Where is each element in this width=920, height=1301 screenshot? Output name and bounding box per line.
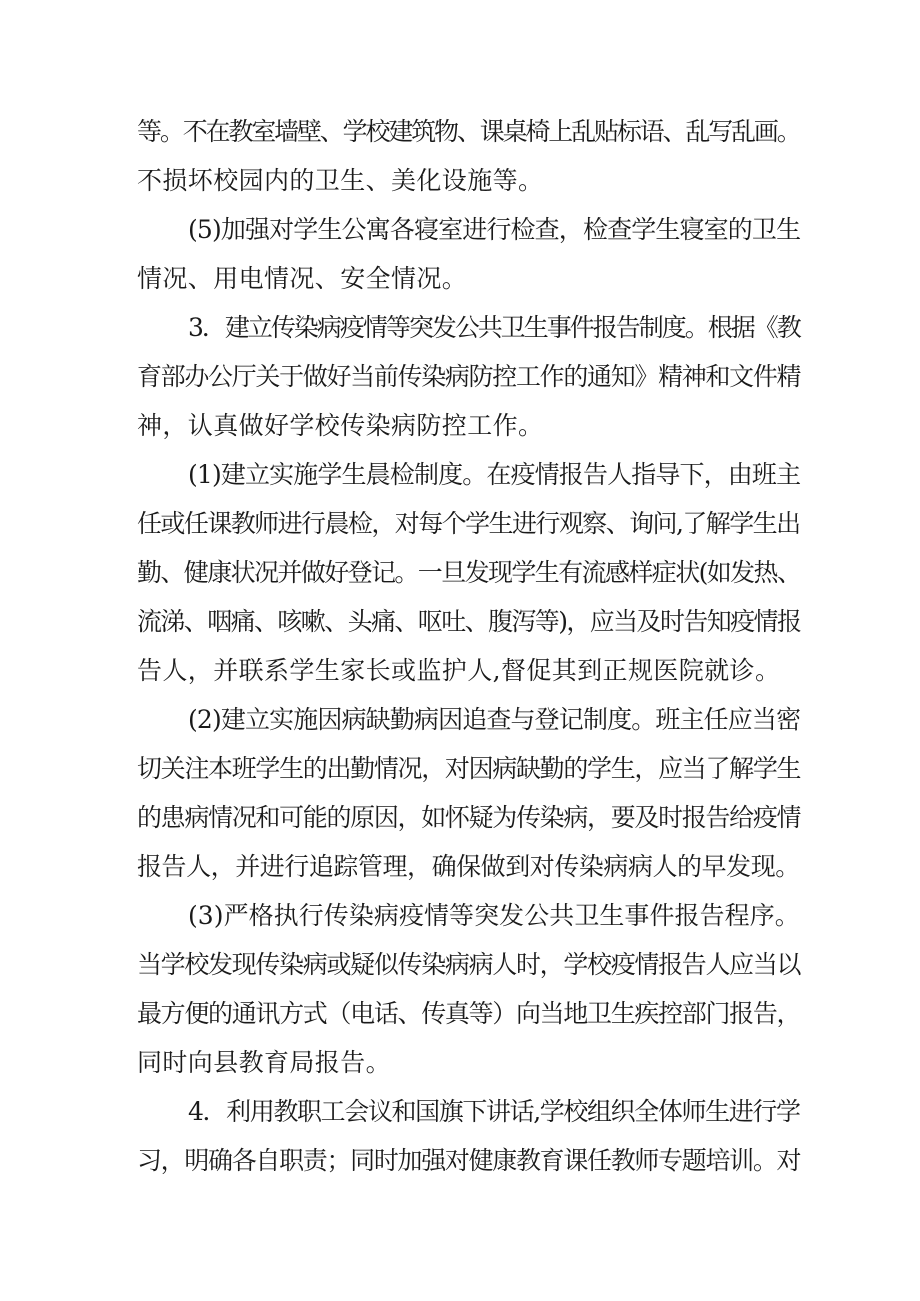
paragraph-start-line: (5)加强对学生公寓各寝室进行检查，检查学生寝室的卫生: [188, 215, 801, 244]
text-line: 勤、健康状况并做好登记。一旦发现学生有流感样症状(如发热、: [137, 558, 801, 587]
paragraph-start-line: 3．建立传染病疫情等突发公共卫生事件报告制度。根据《教: [188, 313, 800, 342]
text-line: 神，认真做好学校传染病防控工作。: [137, 411, 544, 440]
paragraph-start-line: (2)建立实施因病缺勤病因追查与登记制度。班主任应当密: [188, 705, 801, 734]
paragraph-start-line: (3)严格执行传染病疫情等突发公共卫生事件报告程序。: [188, 901, 800, 930]
text-line: 任或任课教师进行晨检，对每个学生进行观察、询问,了解学生出: [137, 509, 800, 538]
text-line: 习，明确各自职责；同时加强对健康教育课任教师专题培训。对: [137, 1146, 801, 1175]
text-line: 等。不在教室墙壁、学校建筑物、课桌椅上乱贴标语、乱写乱画。: [137, 117, 800, 146]
paragraph-start-line: (1)建立实施学生晨检制度。在疫情报告人指导下，由班主: [188, 460, 801, 489]
text-line: 最方便的通讯方式（电话、传真等）向当地卫生疾控部门报告，: [137, 999, 801, 1028]
text-line: 的患病情况和可能的原因，如怀疑为传染病，要及时报告给疫情: [137, 803, 801, 832]
text-line: 情况、用电情况、安全情况。: [137, 264, 468, 293]
text-line: 不损坏校园内的卫生、美化设施等。: [137, 166, 544, 195]
text-line: 同时向县教育局报告。: [137, 1048, 392, 1077]
paragraph-start-line: 4．利用教职工会议和国旗下讲话,学校组织全体师生进行学: [188, 1097, 800, 1126]
text-line: 育部办公厅关于做好当前传染病防控工作的通知》精神和文件精: [137, 362, 801, 391]
text-line: 报告人，并进行追踪管理，确保做到对传染病病人的早发现。: [137, 852, 800, 881]
text-line: 告人，并联系学生家长或监护人,督促其到正规医院就诊。: [137, 656, 781, 685]
text-line: 当学校发现传染病或疑似传染病病人时，学校疫情报告人应当以: [137, 950, 801, 979]
text-line: 流涕、咽痛、咳嗽、头痛、呕吐、腹泻等)，应当及时告知疫情报: [137, 607, 801, 636]
text-line: 切关注本班学生的出勤情况，对因病缺勤的学生，应当了解学生: [137, 754, 801, 783]
